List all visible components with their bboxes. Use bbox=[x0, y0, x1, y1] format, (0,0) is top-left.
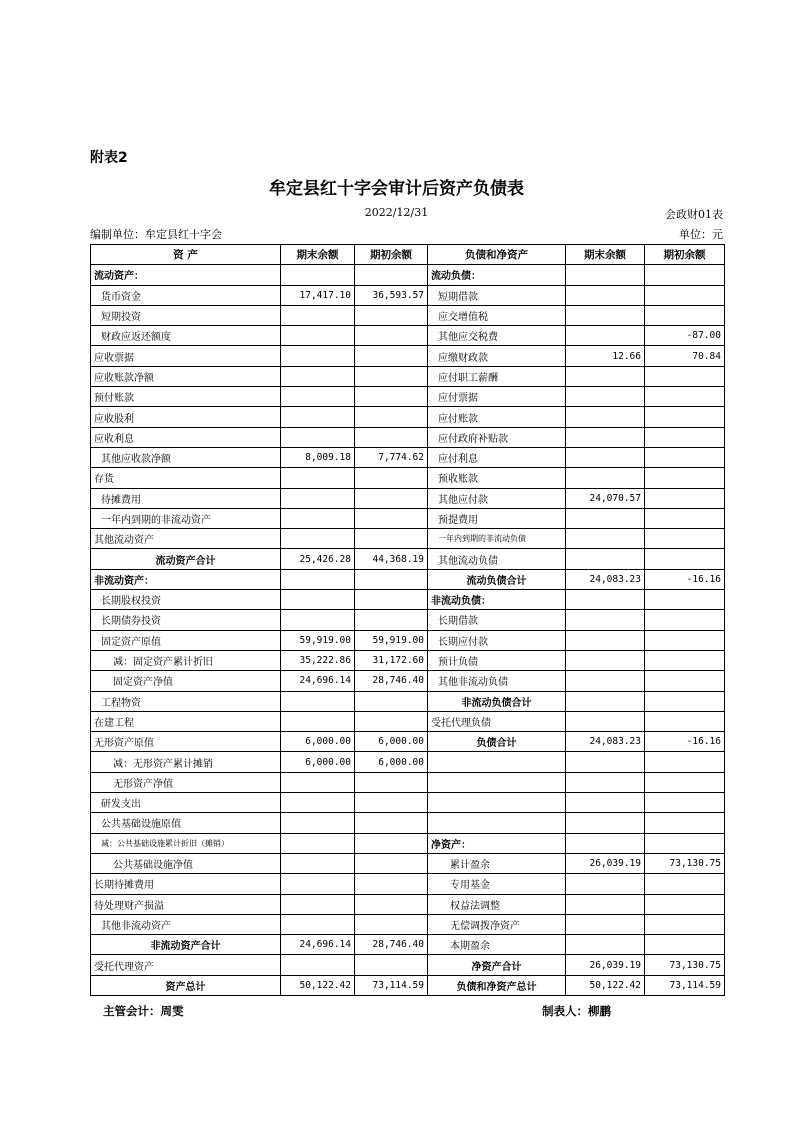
table-row bbox=[91, 488, 725, 508]
table-row bbox=[91, 813, 725, 833]
liability-label: 本期盈余 bbox=[428, 935, 566, 955]
liability-begin-balance bbox=[645, 772, 725, 792]
report-date: 2022/12/31 bbox=[364, 206, 429, 219]
asset-end-balance bbox=[281, 590, 355, 610]
liability-end-balance bbox=[566, 427, 645, 447]
asset-begin-balance bbox=[355, 813, 428, 833]
liability-begin-balance bbox=[645, 711, 725, 731]
table-row bbox=[91, 326, 725, 346]
liability-label: 短期借款 bbox=[428, 285, 566, 305]
liability-end-balance bbox=[566, 671, 645, 691]
liability-begin-balance bbox=[645, 935, 725, 955]
liability-label: 长期应付款 bbox=[428, 630, 566, 650]
asset-end-balance bbox=[281, 833, 355, 853]
liability-begin-balance bbox=[645, 508, 725, 528]
balance-sheet-table bbox=[90, 244, 725, 996]
table-row bbox=[91, 853, 725, 873]
asset-end-balance bbox=[281, 305, 355, 325]
table-row bbox=[91, 650, 725, 670]
liability-label: 长期借款 bbox=[428, 610, 566, 630]
asset-label: 长期待摊费用 bbox=[91, 874, 281, 894]
asset-begin-balance bbox=[355, 691, 428, 711]
liability-begin-balance bbox=[645, 427, 725, 447]
asset-end-balance bbox=[281, 488, 355, 508]
liability-label: 净资产： bbox=[428, 833, 566, 853]
asset-end-balance: 50,122.42 bbox=[281, 975, 355, 995]
liability-end-balance: 50,122.42 bbox=[566, 975, 645, 995]
liability-label: 其他应付款 bbox=[428, 488, 566, 508]
asset-begin-balance: 44,368.19 bbox=[355, 549, 428, 569]
asset-end-balance bbox=[281, 610, 355, 630]
asset-end-balance bbox=[281, 265, 355, 285]
liability-end-balance bbox=[566, 630, 645, 650]
asset-end-balance bbox=[281, 691, 355, 711]
liability-begin-balance bbox=[645, 529, 725, 549]
liability-end-balance bbox=[566, 508, 645, 528]
asset-end-balance bbox=[281, 711, 355, 731]
table-row bbox=[91, 590, 725, 610]
liability-label: 预收账款 bbox=[428, 468, 566, 488]
liability-label: 专用基金 bbox=[428, 874, 566, 894]
liability-label: 非流动负债合计 bbox=[428, 691, 566, 711]
asset-end-balance bbox=[281, 387, 355, 407]
table-row bbox=[91, 772, 725, 792]
asset-label: 研发支出 bbox=[91, 793, 281, 813]
liability-end-balance bbox=[566, 285, 645, 305]
asset-begin-balance: 36,593.57 bbox=[355, 285, 428, 305]
liability-label: 应付政府补贴款 bbox=[428, 427, 566, 447]
asset-end-balance: 6,000.00 bbox=[281, 732, 355, 752]
asset-begin-balance bbox=[355, 387, 428, 407]
liability-end-balance: 12.66 bbox=[566, 346, 645, 366]
form-code: 会政财01表 bbox=[665, 208, 723, 221]
liability-label: 受托代理负债 bbox=[428, 711, 566, 731]
liability-begin-balance bbox=[645, 752, 725, 772]
liability-label: 预提费用 bbox=[428, 508, 566, 528]
liability-label: 无偿调拨净资产 bbox=[428, 914, 566, 934]
asset-end-balance bbox=[281, 853, 355, 873]
asset-label: 财政应返还额度 bbox=[91, 326, 281, 346]
asset-label: 无形资产原值 bbox=[91, 732, 281, 752]
asset-label: 一年内到期的非流动资产 bbox=[91, 508, 281, 528]
liability-label: 流动负债： bbox=[428, 265, 566, 285]
liability-label: 应付利息 bbox=[428, 447, 566, 467]
liability-begin-balance bbox=[645, 610, 725, 630]
liability-label: 其他非流动负债 bbox=[428, 671, 566, 691]
asset-begin-balance bbox=[355, 305, 428, 325]
liability-end-balance bbox=[566, 387, 645, 407]
table-row bbox=[91, 894, 725, 914]
liability-begin-balance bbox=[645, 914, 725, 934]
reporting-unit: 编制单位：牟定县红十字会 bbox=[90, 228, 222, 241]
table-row bbox=[91, 549, 725, 569]
liability-end-balance bbox=[566, 813, 645, 833]
asset-begin-balance: 31,172.60 bbox=[355, 650, 428, 670]
asset-begin-balance bbox=[355, 590, 428, 610]
asset-end-balance bbox=[281, 346, 355, 366]
table-row bbox=[91, 630, 725, 650]
liability-begin-balance: 73,130.75 bbox=[645, 853, 725, 873]
asset-label: 预付账款 bbox=[91, 387, 281, 407]
asset-label: 长期债券投资 bbox=[91, 610, 281, 630]
liability-label: 净资产合计 bbox=[428, 955, 566, 975]
asset-begin-balance bbox=[355, 955, 428, 975]
asset-begin-balance bbox=[355, 894, 428, 914]
table-row bbox=[91, 265, 725, 285]
liability-begin-balance: -16.16 bbox=[645, 569, 725, 589]
asset-end-balance: 17,417.10 bbox=[281, 285, 355, 305]
liability-end-balance: 24,083.23 bbox=[566, 569, 645, 589]
asset-label: 货币资金 bbox=[91, 285, 281, 305]
table-row bbox=[91, 711, 725, 731]
liability-end-balance bbox=[566, 305, 645, 325]
asset-begin-balance bbox=[355, 468, 428, 488]
liability-label: 负债和净资产总计 bbox=[428, 975, 566, 995]
liability-begin-balance: 70.84 bbox=[645, 346, 725, 366]
liability-label: 流动负债合计 bbox=[428, 569, 566, 589]
asset-begin-balance: 7,774.62 bbox=[355, 447, 428, 467]
asset-end-balance bbox=[281, 874, 355, 894]
liability-label: 累计盈余 bbox=[428, 853, 566, 873]
liability-label: 其他应交税费 bbox=[428, 326, 566, 346]
header-liabilities: 负债和净资产 bbox=[428, 245, 566, 265]
liability-label bbox=[428, 813, 566, 833]
table-row bbox=[91, 610, 725, 630]
asset-end-balance bbox=[281, 468, 355, 488]
table-row bbox=[91, 935, 725, 955]
asset-begin-balance bbox=[355, 793, 428, 813]
asset-begin-balance bbox=[355, 427, 428, 447]
asset-begin-balance bbox=[355, 833, 428, 853]
liability-label: 应付职工薪酬 bbox=[428, 366, 566, 386]
asset-begin-balance bbox=[355, 407, 428, 427]
table-row bbox=[91, 752, 725, 772]
asset-label: 公共基础设施净值 bbox=[91, 853, 281, 873]
liability-begin-balance bbox=[645, 488, 725, 508]
asset-end-balance bbox=[281, 366, 355, 386]
asset-end-balance bbox=[281, 427, 355, 447]
asset-label: 减：固定资产累计折旧 bbox=[91, 650, 281, 670]
asset-end-balance bbox=[281, 326, 355, 346]
table-row bbox=[91, 955, 725, 975]
header-assets-begin-balance: 期初余额 bbox=[355, 245, 428, 265]
liability-begin-balance bbox=[645, 813, 725, 833]
liability-end-balance bbox=[566, 772, 645, 792]
table-row bbox=[91, 914, 725, 934]
asset-label: 应收账款净额 bbox=[91, 366, 281, 386]
liability-label: 应付账款 bbox=[428, 407, 566, 427]
liability-end-balance bbox=[566, 447, 645, 467]
liability-end-balance bbox=[566, 326, 645, 346]
table-row bbox=[91, 874, 725, 894]
asset-begin-balance bbox=[355, 366, 428, 386]
asset-begin-balance bbox=[355, 529, 428, 549]
liability-end-balance bbox=[566, 529, 645, 549]
asset-begin-balance: 73,114.59 bbox=[355, 975, 428, 995]
table-row bbox=[91, 305, 725, 325]
asset-begin-balance bbox=[355, 711, 428, 731]
asset-begin-balance bbox=[355, 853, 428, 873]
asset-label: 减：无形资产累计摊销 bbox=[91, 752, 281, 772]
table-row bbox=[91, 447, 725, 467]
liability-end-balance bbox=[566, 650, 645, 670]
asset-label: 非流动资产合计 bbox=[91, 935, 281, 955]
header-liabilities-end-balance: 期末余额 bbox=[566, 245, 645, 265]
liability-begin-balance bbox=[645, 590, 725, 610]
table-row bbox=[91, 833, 725, 853]
asset-label: 固定资产原值 bbox=[91, 630, 281, 650]
liability-begin-balance bbox=[645, 407, 725, 427]
asset-begin-balance bbox=[355, 569, 428, 589]
liability-end-balance bbox=[566, 894, 645, 914]
table-row bbox=[91, 427, 725, 447]
asset-label: 应收票据 bbox=[91, 346, 281, 366]
asset-begin-balance: 59,919.00 bbox=[355, 630, 428, 650]
header-liabilities-begin-balance: 期初余额 bbox=[645, 245, 725, 265]
liability-end-balance bbox=[566, 833, 645, 853]
asset-begin-balance bbox=[355, 914, 428, 934]
liability-label: 一年内到期的非流动负债 bbox=[428, 529, 566, 549]
table-row bbox=[91, 569, 725, 589]
table-row bbox=[91, 691, 725, 711]
liability-end-balance bbox=[566, 407, 645, 427]
chief-accountant: 主管会计：周雯 bbox=[103, 1004, 184, 1018]
asset-label: 无形资产净值 bbox=[91, 772, 281, 792]
liability-label: 非流动负债： bbox=[428, 590, 566, 610]
liability-begin-balance bbox=[645, 894, 725, 914]
table-row bbox=[91, 508, 725, 528]
liability-label bbox=[428, 772, 566, 792]
table-row bbox=[91, 366, 725, 386]
liability-end-balance bbox=[566, 935, 645, 955]
liability-end-balance bbox=[566, 874, 645, 894]
liability-label: 应付票据 bbox=[428, 387, 566, 407]
report-title: 牟定县红十字会审计后资产负债表 bbox=[269, 179, 524, 199]
liability-begin-balance bbox=[645, 793, 725, 813]
liability-begin-balance bbox=[645, 650, 725, 670]
asset-begin-balance: 6,000.00 bbox=[355, 732, 428, 752]
asset-label: 资产总计 bbox=[91, 975, 281, 995]
liability-begin-balance bbox=[645, 447, 725, 467]
table-row bbox=[91, 529, 725, 549]
header-assets: 资 产 bbox=[91, 245, 281, 265]
liability-end-balance bbox=[566, 366, 645, 386]
liability-begin-balance: -16.16 bbox=[645, 732, 725, 752]
asset-end-balance bbox=[281, 914, 355, 934]
asset-label: 非流动资产： bbox=[91, 569, 281, 589]
liability-begin-balance bbox=[645, 630, 725, 650]
asset-end-balance bbox=[281, 569, 355, 589]
asset-begin-balance bbox=[355, 610, 428, 630]
liability-end-balance bbox=[566, 914, 645, 934]
asset-end-balance bbox=[281, 894, 355, 914]
asset-end-balance: 35,222.86 bbox=[281, 650, 355, 670]
table-row bbox=[91, 793, 725, 813]
liability-end-balance bbox=[566, 793, 645, 813]
liability-label: 应交增值税 bbox=[428, 305, 566, 325]
asset-label: 待处理财产损溢 bbox=[91, 894, 281, 914]
liability-end-balance: 26,039.19 bbox=[566, 955, 645, 975]
asset-begin-balance bbox=[355, 346, 428, 366]
liability-begin-balance bbox=[645, 285, 725, 305]
asset-end-balance: 8,009.18 bbox=[281, 447, 355, 467]
liability-end-balance bbox=[566, 590, 645, 610]
header-assets-end-balance: 期末余额 bbox=[281, 245, 355, 265]
liability-begin-balance: -87.00 bbox=[645, 326, 725, 346]
asset-label: 存货 bbox=[91, 468, 281, 488]
asset-label: 长期股权投资 bbox=[91, 590, 281, 610]
table-row bbox=[91, 346, 725, 366]
asset-begin-balance bbox=[355, 874, 428, 894]
liability-label: 其他流动负债 bbox=[428, 549, 566, 569]
asset-label: 流动资产合计 bbox=[91, 549, 281, 569]
table-row bbox=[91, 387, 725, 407]
asset-label: 公共基础设施原值 bbox=[91, 813, 281, 833]
asset-begin-balance bbox=[355, 488, 428, 508]
table-header-row bbox=[91, 245, 725, 265]
liability-end-balance bbox=[566, 468, 645, 488]
liability-end-balance bbox=[566, 549, 645, 569]
liability-begin-balance bbox=[645, 671, 725, 691]
asset-label: 流动资产： bbox=[91, 265, 281, 285]
asset-end-balance: 24,696.14 bbox=[281, 671, 355, 691]
asset-begin-balance bbox=[355, 265, 428, 285]
liability-begin-balance bbox=[645, 305, 725, 325]
asset-end-balance: 25,426.28 bbox=[281, 549, 355, 569]
preparer: 制表人：柳鹏 bbox=[542, 1004, 611, 1018]
asset-end-balance bbox=[281, 407, 355, 427]
liability-end-balance bbox=[566, 711, 645, 731]
liability-end-balance bbox=[566, 691, 645, 711]
liability-begin-balance bbox=[645, 874, 725, 894]
attachment-label: 附表2 bbox=[90, 150, 128, 166]
asset-end-balance bbox=[281, 793, 355, 813]
table-row bbox=[91, 407, 725, 427]
liability-end-balance bbox=[566, 752, 645, 772]
asset-begin-balance bbox=[355, 508, 428, 528]
liability-begin-balance bbox=[645, 549, 725, 569]
asset-end-balance bbox=[281, 508, 355, 528]
asset-end-balance: 24,696.14 bbox=[281, 935, 355, 955]
liability-label bbox=[428, 793, 566, 813]
liability-begin-balance: 73,130.75 bbox=[645, 955, 725, 975]
asset-end-balance: 59,919.00 bbox=[281, 630, 355, 650]
liability-end-balance: 24,083.23 bbox=[566, 732, 645, 752]
liability-begin-balance bbox=[645, 468, 725, 488]
liability-end-balance bbox=[566, 610, 645, 630]
asset-end-balance bbox=[281, 955, 355, 975]
liability-label: 应缴财政款 bbox=[428, 346, 566, 366]
asset-label: 待摊费用 bbox=[91, 488, 281, 508]
liability-begin-balance bbox=[645, 387, 725, 407]
liability-label: 负债合计 bbox=[428, 732, 566, 752]
table-row bbox=[91, 975, 725, 995]
asset-label: 受托代理资产 bbox=[91, 955, 281, 975]
liability-begin-balance bbox=[645, 691, 725, 711]
asset-label: 应收股利 bbox=[91, 407, 281, 427]
asset-label: 减：公共基础设施累计折旧（摊销） bbox=[91, 833, 281, 853]
table-row bbox=[91, 468, 725, 488]
asset-end-balance: 6,000.00 bbox=[281, 752, 355, 772]
asset-label: 其他非流动资产 bbox=[91, 914, 281, 934]
asset-begin-balance: 28,746.40 bbox=[355, 935, 428, 955]
liability-begin-balance: 73,114.59 bbox=[645, 975, 725, 995]
asset-begin-balance: 28,746.40 bbox=[355, 671, 428, 691]
table-row bbox=[91, 671, 725, 691]
asset-label: 其他应收款净额 bbox=[91, 447, 281, 467]
currency-unit: 单位：元 bbox=[679, 228, 723, 241]
asset-label: 其他流动资产 bbox=[91, 529, 281, 549]
liability-begin-balance bbox=[645, 265, 725, 285]
liability-end-balance: 24,070.57 bbox=[566, 488, 645, 508]
asset-begin-balance: 6,000.00 bbox=[355, 752, 428, 772]
asset-end-balance bbox=[281, 772, 355, 792]
asset-label: 短期投资 bbox=[91, 305, 281, 325]
asset-label: 应收利息 bbox=[91, 427, 281, 447]
asset-begin-balance bbox=[355, 772, 428, 792]
liability-label bbox=[428, 752, 566, 772]
asset-end-balance bbox=[281, 529, 355, 549]
asset-label: 工程物资 bbox=[91, 691, 281, 711]
liability-label: 权益法调整 bbox=[428, 894, 566, 914]
asset-label: 固定资产净值 bbox=[91, 671, 281, 691]
liability-end-balance bbox=[566, 265, 645, 285]
table-row bbox=[91, 285, 725, 305]
asset-end-balance bbox=[281, 813, 355, 833]
liability-end-balance: 26,039.19 bbox=[566, 853, 645, 873]
liability-label: 预计负债 bbox=[428, 650, 566, 670]
liability-begin-balance bbox=[645, 833, 725, 853]
liability-begin-balance bbox=[645, 366, 725, 386]
asset-label: 在建工程 bbox=[91, 711, 281, 731]
asset-begin-balance bbox=[355, 326, 428, 346]
table-row bbox=[91, 732, 725, 752]
